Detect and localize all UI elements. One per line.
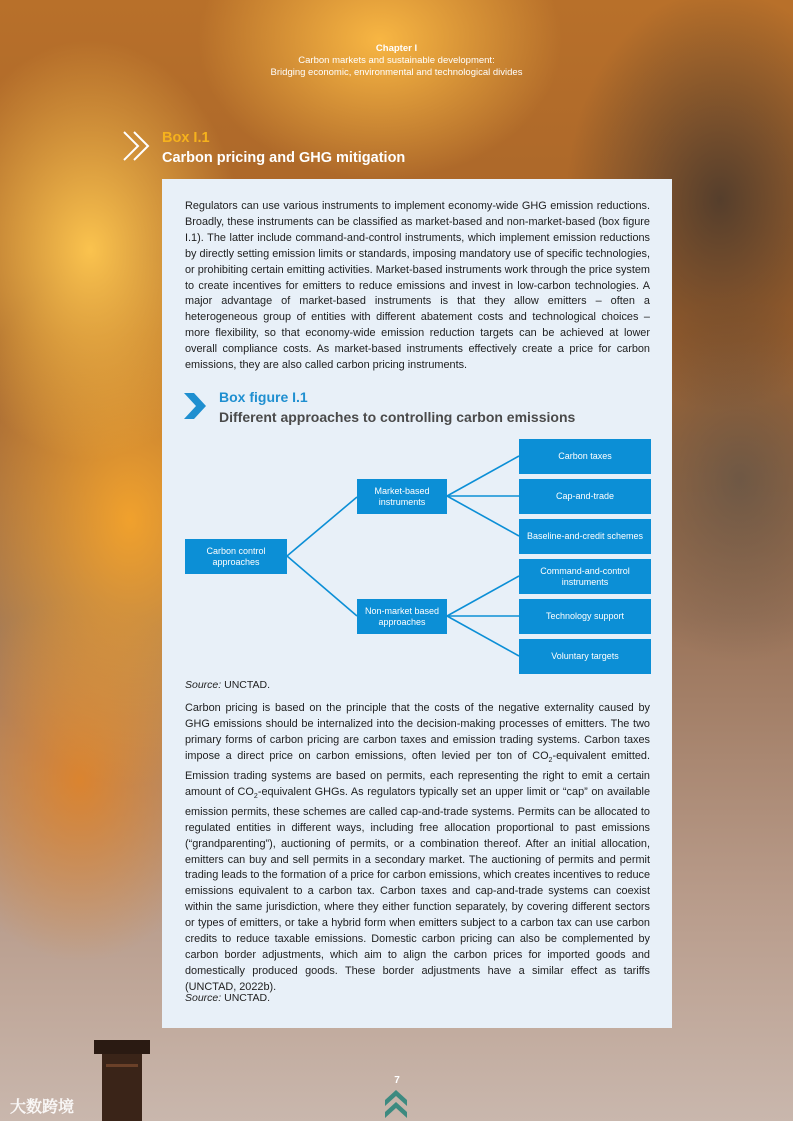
source-value: UNCTAD.: [224, 992, 270, 1004]
source-label: Source:: [185, 992, 222, 1004]
figure-source: [185, 679, 270, 691]
chapter-subtitle-line1: Carbon markets and sustainable development:: [298, 55, 495, 66]
node-baseline-and-credit: Baseline-and-credit schemes: [519, 519, 651, 554]
paragraph-2: [185, 701, 650, 996]
node-carbon-taxes: Carbon taxes: [519, 439, 651, 474]
node-command-and-control: Command-and-control instruments: [519, 559, 651, 594]
connector-root-market: [287, 497, 357, 556]
paragraph-2-part-c: -equivalent GHGs. As regulators typically set an upper limit or “cap” on available emission permits, these schemes are called cap-and-trade systems. Permits can be allocated to regulated entities in different ways, including free allocation proportional to past emissions (“grandparenting”), auctioning of permits, or a combination thereof. After an initial allocation, emitters can buy and sell permits in a secondary market. The auctioning of permits and permit trading leads to the formation of a price for carbon emissions, which creates incentives to reduce emissions equivalent to a carbon tax. Carbon taxes and cap-and-trade systems can coexist within the same jurisdiction, where they either function separately, by covering different sectors or types of emitters, or take a hybrid form when emitters subject to a carbon tax can use carbon credits to reduce taxable emissions. Domestic carbon pricing can also be complemented by carbon border adjustments, which aim to align the carbon prices for imported goods and domestically produced goods. These border adjustments have a similar effect as tariffs (UNCTAD, 2022b).: [185, 785, 651, 993]
node-technology-support: Technology support: [519, 599, 651, 634]
node-carbon-control-approaches: Carbon control approaches: [185, 539, 287, 574]
figure-title: Different approaches to controlling carbon emissions: [219, 409, 576, 425]
connector-market-baseline: [447, 496, 519, 536]
paragraph-2-part-b: -equivalent emitted. Emission trading systems are based on permits, each representing the right to emit a certain amount of CO: [185, 749, 650, 798]
node-non-market-based-approaches: Non-market based approaches: [357, 599, 447, 634]
paragraph-2-part-a: Carbon pricing is based on the principle that the costs of the negative externality caused by GHG emissions should be internalized into the decision-making processes of emitters. The two primary forms of carbon pricing are carbon taxes and emission trading systems. Carbon taxes impose a direct price on carbon emissions, often levied per ton of CO: [185, 702, 650, 762]
chapter-label: Chapter I: [375, 43, 418, 54]
connector-nonmarket-voluntary: [447, 616, 519, 656]
connector-root-nonmarket: [287, 556, 357, 616]
node-voluntary-targets: Voluntary targets: [519, 639, 651, 674]
chapter-subtitle-line2: Bridging economic, environmental and technological divides: [270, 67, 523, 78]
figure-label: Box figure I.1: [219, 389, 308, 405]
watermark-logo: [10, 1094, 74, 1117]
source-value: UNCTAD.: [224, 679, 270, 691]
box-label: Box I.1: [162, 130, 210, 146]
node-cap-and-trade: Cap-and-trade: [519, 479, 651, 514]
node-market-based-instruments: Market-based instruments: [357, 479, 447, 514]
paragraph-source: [185, 992, 270, 1004]
paragraph-1: Regulators can use various instruments to implement economy-wide GHG emission reductions. Broadly, these instruments can be classified as market-based and non-market-based (box figure I.1). The latter include command-and-control instruments, which implement emission reductions by directly setting emission limits or standards, imposing mandatory use of specific technologies, or prohibiting certain emitting activities. Market-based instruments work through the price system to create incentives for emitters to reduce emissions and invest in low-carbon technologies. A major advantage of market-based instruments is that they allow emitters – often a heterogeneous group of entities with different abatement costs and technological choices – more flexibility, so that economy-wide emission reduction targets can be achieved at lower overall compliance costs. As market-based instruments effectively create a price for carbon emissions, they are also called carbon pricing instruments.: [185, 200, 650, 372]
connector-market-taxes: [447, 456, 519, 496]
subscript-2: 2: [253, 792, 258, 800]
connector-nonmarket-command: [447, 576, 519, 616]
subscript-2: 2: [548, 756, 553, 764]
scroll-up-icon[interactable]: [385, 1090, 407, 1121]
box-title: Carbon pricing and GHG mitigation: [162, 150, 406, 166]
watermark-text: 大数跨境: [10, 1099, 75, 1116]
page-number: 7: [394, 1075, 400, 1086]
source-label: Source:: [185, 679, 222, 691]
